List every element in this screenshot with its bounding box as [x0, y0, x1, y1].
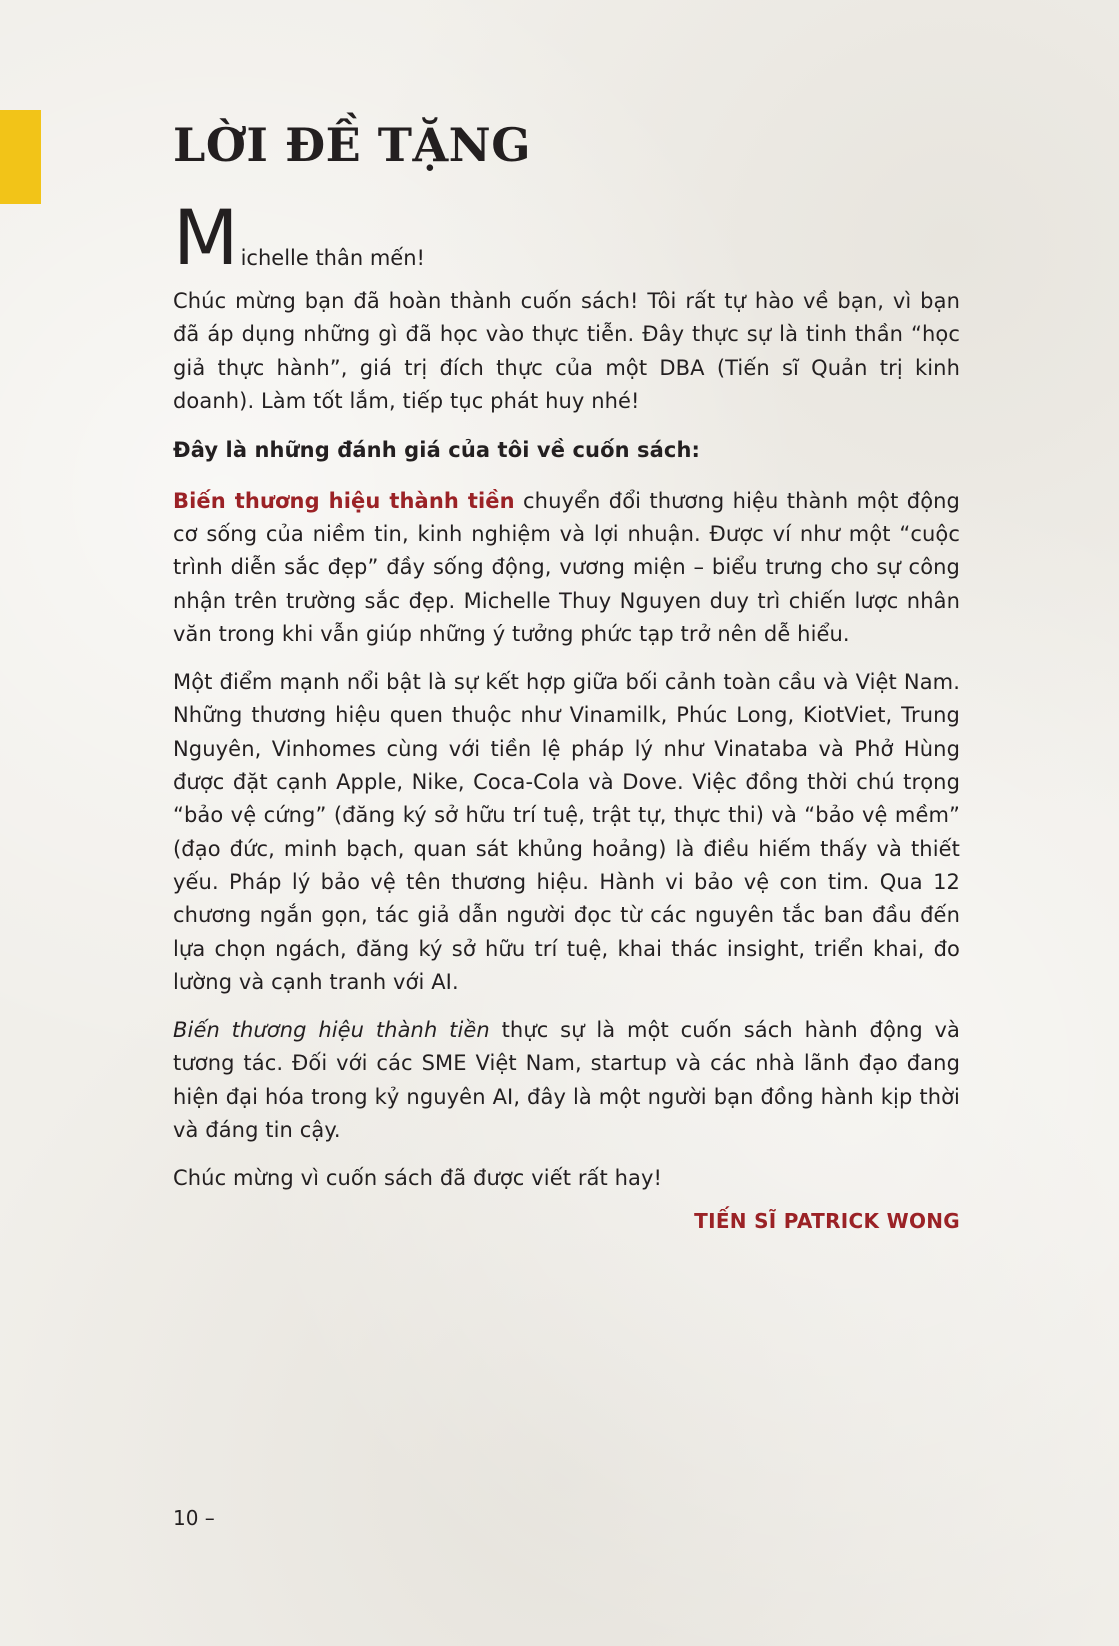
signature: TIẾN SĨ PATRICK WONG [694, 1208, 960, 1233]
paragraph-overview [173, 485, 960, 651]
paragraph-congrats: Chúc mừng bạn đã hoàn thành cuốn sách! Tôi rất tự hào về bạn, vì bạn đã áp dụng những gì đã học vào thực tiễn. Đây thực sự là tinh thần “học giả thực hành”, giá trị đích thực của một DBA (Tiến sĩ Quản trị kinh doanh). Làm tốt lắm, tiếp tục phát huy nhé! [173, 289, 960, 414]
page-title: LỜI ĐỀ TẶNG [173, 118, 531, 172]
paragraph-overview-text: chuyển đổi thương hiệu thành một động cơ sống của niềm tin, kinh nghiệm và lợi nhuận. Được ví như một “cuộc trình diễn sắc đẹp” đầy sống động, vương miện – biểu trưng cho sự công nhận trên trường sắc đẹp. Michelle Thuy Nguyen duy trì chiến lược nhân văn trong khi vẫn giúp những ý tưởng phức tạp trở nên dễ hiểu. [173, 488, 960, 646]
paragraph-conclusion-text: thực sự là một cuốn sách hành động và tương tác. Đối với các SME Việt Nam, startup và các nhà lãnh đạo đang hiện đại hóa trong kỷ nguyên AI, đây là một người bạn đồng hành kịp thời và đáng tin cậy. [173, 1018, 961, 1143]
greeting-dropcap: M [173, 193, 239, 283]
page-number: 10 – [173, 1506, 215, 1530]
paragraph-closing: Chúc mừng vì cuốn sách đã được viết rất hay! [173, 1166, 663, 1191]
paragraph-strengths: Một điểm mạnh nổi bật là sự kết hợp giữa bối cảnh toàn cầu và Việt Nam. Những thương hiệu quen thuộc như Vinamilk, Phúc Long, KiotViet, Trung Nguyên, Vinhomes cùng với tiền lệ pháp lý như Vinataba và Phở Hùng được đặt cạnh Apple, Nike, Coca-Cola và Dove. Việc đồng thời chú trọng “bảo vệ cứng” (đăng ký sở hữu trí tuệ, trật tự, thực thi) và “bảo vệ mềm” (đạo đức, minh bạch, quan sát khủng hoảng) là điều hiếm thấy và thiết yếu. Pháp lý bảo vệ tên thương hiệu. Hành vi bảo vệ con tim. Qua 12 chương ngắn gọn, tác giả dẫn người đọc từ các nguyên tắc ban đầu đến lựa chọn ngách, đăng ký sở hữu trí tuệ, khai thác insight, triển khai, đo lường và cạnh tranh với AI. [173, 670, 960, 994]
greeting-text: ichelle thân mến! [240, 246, 425, 271]
book-title-italic: Biến thương hiệu thành tiền [173, 1018, 490, 1043]
page-content [173, 118, 960, 1233]
book-title-highlight: Biến thương hiệu thành tiền [173, 488, 515, 513]
paragraph-conclusion [173, 1014, 960, 1147]
greeting [173, 193, 960, 283]
review-subheading: Đây là những đánh giá của tôi về cuốn sách: [173, 438, 701, 463]
chapter-tab-marker [0, 110, 41, 204]
